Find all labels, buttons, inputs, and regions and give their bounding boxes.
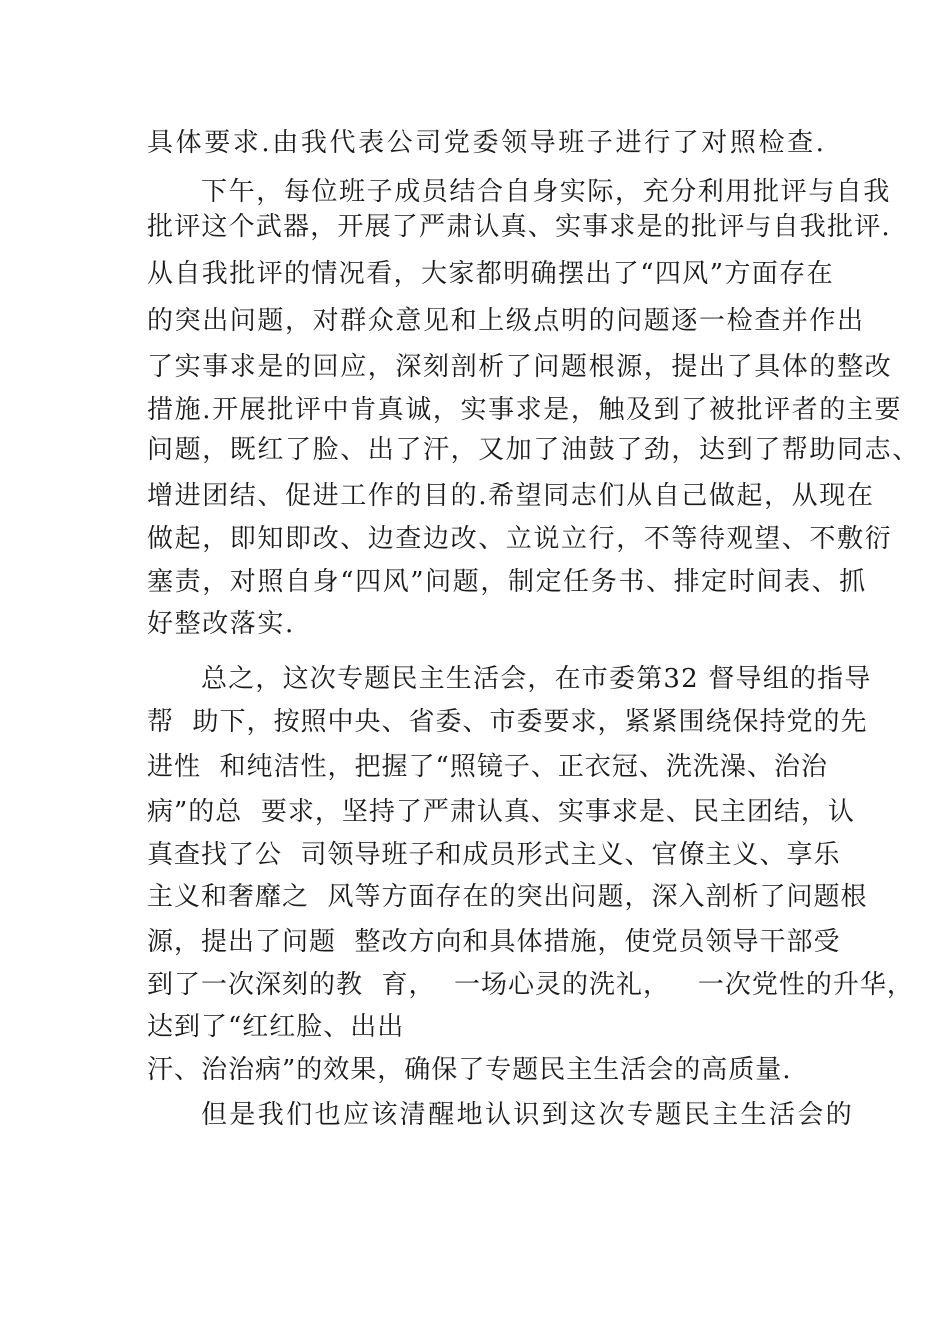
- text-line: 塞责，对照自身“四风”问题，制定任务书、排定时间表、抓: [147, 567, 867, 597]
- text-line: 到了一次深刻的教 育， 一场心灵的洗礼， 一次党性的升华，: [147, 970, 914, 1000]
- text-line: 总之，这次专题民主生活会，在市委第32 督导组的指导: [201, 664, 872, 694]
- text-line: 具体要求.由我代表公司党委领导班子进行了对照检查.: [147, 128, 827, 158]
- text-line: 真查找了公 司领导班子和成员形式主义、官僚主义、享乐: [147, 840, 841, 870]
- text-line: 做起，即知即改、边查边改、立说立行，不等待观望、不敷衍: [147, 524, 893, 554]
- text-line: 措施.开展批评中肯真诚，实事求是，触及到了被批评者的主要: [147, 395, 903, 425]
- text-line: 好整改落实.: [147, 609, 295, 639]
- text-line: 帮 助下，按照中央、省委、市委要求，紧紧围绕保持党的先: [147, 707, 868, 737]
- text-line: 进性 和纯洁性，把握了“照镜子、正衣冠、洗洗澡、治治: [147, 752, 828, 782]
- text-line: 病”的总 要求，坚持了严肃认真、实事求是、民主团结，认: [147, 797, 855, 827]
- text-line: 问题，既红了脸、出了汗，又加了油鼓了劲，达到了帮助同志、: [147, 435, 920, 465]
- text-line: 源，提出了问题 整改方向和具体措施，使党员领导干部受: [147, 927, 841, 957]
- text-line: 但是我们也应该清醒地认识到这次专题民主生活会的: [201, 1100, 855, 1130]
- text-line: 增进团结、促进工作的目的.希望同志们从自己做起，从现在: [147, 481, 875, 511]
- text-line: 批评这个武器，开展了严肃认真、实事求是的批评与自我批评.: [147, 212, 891, 242]
- text-line: 汗、治治病”的效果，确保了专题民主生活会的高质量.: [147, 1055, 792, 1085]
- text-line: 的突出问题，对群众意见和上级点明的问题逐一检查并作出: [147, 306, 865, 336]
- text-line: 下午，每位班子成员结合自身实际，充分利用批评与自我: [201, 177, 892, 207]
- text-line: 了实事求是的回应，深刻剖析了问题根源，提出了具体的整改: [147, 352, 893, 382]
- text-line: 达到了“红红脸、出出: [147, 1012, 405, 1042]
- text-line: 主义和奢靡之 风等方面存在的突出问题，深入剖析了问题根: [147, 882, 868, 912]
- text-line: 从自我批评的情况看，大家都明确摆出了“四风”方面存在: [147, 259, 834, 289]
